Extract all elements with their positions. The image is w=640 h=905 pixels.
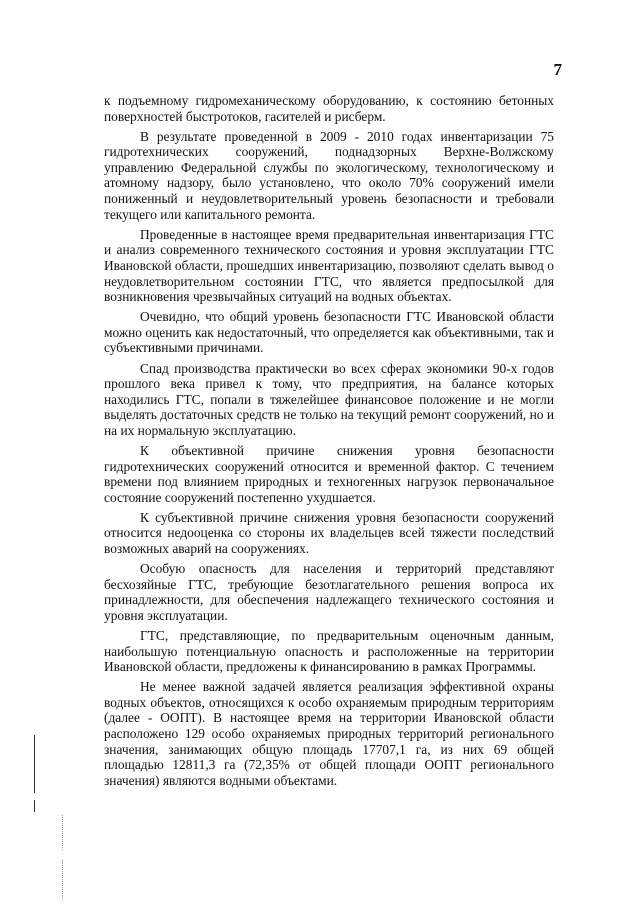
paragraph: Проведенные в настоящее время предварительная инвентаризация ГТС и анализ современного технического состояния и уровня эксплуатации ГТС Ивановской области, прошедших инвентаризацию, позволяют сделать вывод о неудовлетворительном состоянии ГТС, что является предпосылкой для возникновения чрезвычайных ситуаций на водных объектах. bbox=[104, 226, 554, 305]
margin-scan-dots bbox=[62, 815, 63, 850]
page-number: 7 bbox=[553, 60, 562, 79]
margin-scan-line bbox=[34, 735, 35, 793]
paragraph: Спад производства практически во всех сферах экономики 90-х годов прошлого века привел к тому, что предприятия, на балансе которых находились ГТС, попали в тяжелейшее финансовое положение и не могли выделять достаточных средств не только на текущий ремонт сооружений, но и на их нормальную эксплуатацию. bbox=[104, 360, 554, 438]
margin-scan-dots bbox=[62, 860, 63, 900]
paragraph: К субъективной причине снижения уровня безопасности сооружений относится недооценка со стороны их владельцев всей тяжести последствий возможных аварий на сооружениях. bbox=[104, 509, 554, 557]
margin-scan-line bbox=[34, 800, 35, 812]
paragraph: к подъемному гидромеханическому оборудованию, к состоянию бетонных поверхностей быстротоков, гасителей и рисберм. bbox=[104, 93, 554, 124]
paragraph: Очевидно, что общий уровень безопасности ГТС Ивановской области можно оценить как недостаточный, что определяется как объективными, так и субъективными причинами. bbox=[104, 309, 554, 356]
paragraph: Особую опасность для населения и территорий представляют бесхозяйные ГТС, требующие безотлагательного решения вопроса их принадлежности, для обеспечения надлежащего технического состояния и уровня эксплуатации. bbox=[104, 561, 554, 623]
paragraph: ГТС, представляющие, по предварительным оценочным данным, наибольшую потенциальную опасность и расположенные на территории Ивановской области, предложены к финансированию в рамках Программы. bbox=[104, 628, 554, 675]
document-body bbox=[104, 93, 554, 793]
paragraph: К объективной причине снижения уровня безопасности гидротехнических сооружений относится и временной фактор. С течением времени под влиянием природных и техногенных нагрузок первоначальное состояние сооружений постепенно ухудшается. bbox=[104, 442, 554, 505]
paragraph: В результате проведенной в 2009 - 2010 годах инвентаризации 75 гидротехнических сооружений, поднадзорных Верхне-Волжскому управлению Федеральной службы по экологическому, технологическому и атомному надзору, было установлено, что около 70% сооружений имели пониженный и неудовлетворительный уровень безопасности и требовали текущего или капитального ремонта. bbox=[104, 128, 554, 222]
paragraph: Не менее важной задачей является реализация эффективной охраны водных объектов, относящихся к особо охраняемым природным территориям (далее - ООПТ). В настоящее время на территории Ивановской области расположено 129 особо охраняемых природных территорий регионального значения, занимающих общую площадь 17707,1 га, из них 69 общей площадью 12811,3 га (72,35% от общей площади ООПТ регионального значения) являются водными объектами. bbox=[104, 679, 554, 788]
